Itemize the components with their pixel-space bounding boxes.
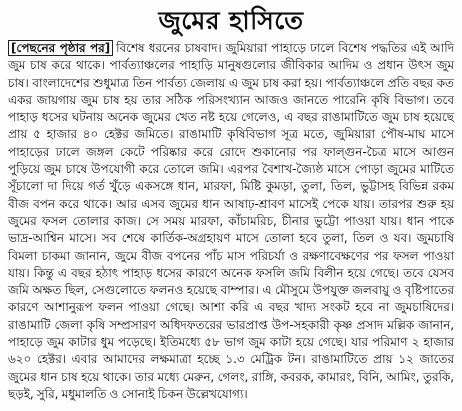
continued-from-label: [পেছনের পৃষ্ঠার পর] — [8, 40, 113, 56]
headline: জুমের হাসিতে — [158, 6, 304, 35]
article-text: বিশেষ ধরনের চাষবাদ। জুমিয়ারা পাহাড়ে ঢালে বিশেষ পদ্ধতির এই আদি জুম চাষ করে থাকে। পার্বত্যাঞ্চলের পাহাড়ি মানুষগুলোর জীবিকার আদিম ও প্রধান উৎস জুম চাষ। বাংলাদেশের শুধুমাত্র তিন পার্বত্য জেলায় এ জুম চাষ করা হয়। পার্বত্যাঞ্চলে প্রতি বছর কত একর জায়গায় জুম চাষ হয় তার সঠিক পরিসংখ্যান আজও জানতে পারেনি কৃষি বিভাগ। তবে পাহাড় ধসের ঘটনায় অনেক জুমের খেত নষ্ট হয়ে গেলেও, এ বছর রাঙামাটিতে জুম চাষ হয়েছে প্রায় ৫ হাজার ৪০ হেক্টর জমিতে। রাঙামাটি কৃষিবিভাগ সূত্র মতে, জুমিয়ারা পৌষ-মাঘ মাসে পাহাড়ের ঢালে জঙ্গল কেটে পরিষ্কার করে রোদে শুকানোর পর ফাল্গুন-চৈত্র মাসে আগুন পুড়িয়ে জুম চাষে উপযোগী করে তোলে জমি। এরপর বৈশাখ-জ্যৈষ্ঠ মাসে পোড়া জুমের মাটিতে সূঁচালো দা দিয়ে গর্ত খুঁড়ে একসঙ্গে ধান, মারফা, মিষ্টি কুমড়া, তুলা, তিল, ভুট্টাসহ বিভিন্ন রকম বীজ বপন করে থাকে। আর এসব জুমের ধান আষাঢ়-শ্রাবণ মাসেই পেকে যায়। তারপর শুরু হয় জুমের ফসল তোলার কাজ। সে সময় মারফা, কাঁচামরিচ, চীনার ভুট্টো পাওয়া যায়। ধান পাকে ভাদ্র-আশ্বিন মাসে। সব শেষে কার্তিক-অগ্রহায়ণ মাসে তোলা হবে তুলা, তিল ও যব। জুমচাষি বিমলা চাকমা জানান, জুমে বীজ বপনের পাঁচ মাস পরিচর্যা ও রক্ষণাবেক্ষণের পর ফসল পাওয়া যায়। কিন্তু এ বছর হঠাৎ পাহাড় ধসের কারণে অনেক ফসলি জমি বিলীন হয়ে গেছে। তবে যেসব জমি অক্ষত ছিল, সেগুলোতে ফলনও হয়েছে বাম্পার। এ মৌসুমে উপযুক্ত জলবায়ু ও বৃষ্টিপাতের কারণে আশানুরূপ ফলন পাওয়া গেছে। আশা করি এ বছর খাদ্য সংকট হবে না জুমচাষিদের। রাঙামাটি জেলা কৃষি সম্প্রসারণ অধিদফতরের ভারপ্রাপ্ত উপ-সহকারী কৃষ্ণ প্রসাদ মল্লিক জানান, পাহাড়ে জুম কাটার ধুম পড়েছে। ইতিমধ্যে ৫৮ ভাগ জুম কাটা হয়ে গেছে। যার পরিমাণ ২ হাজার ৬২০ হেক্টর। এবার আমাদের লক্ষমাত্রা হচ্ছে ১.৩ মেট্রিক টন। রাঙামাটিতে প্রায় ১২ জাতের জুমের ধান চাষ হয়ে থাকে। তার মধ্যে মেরুন, গেলং, রাঙ্গি, কবরক, কামারং, বিনি, আমিং, তুরকি, ছড়ই, সুরি, মধুমালতি ও সোনাই চিকন উল্লেখযোগ্য। — [8, 41, 454, 401]
article-body — [8, 40, 454, 403]
